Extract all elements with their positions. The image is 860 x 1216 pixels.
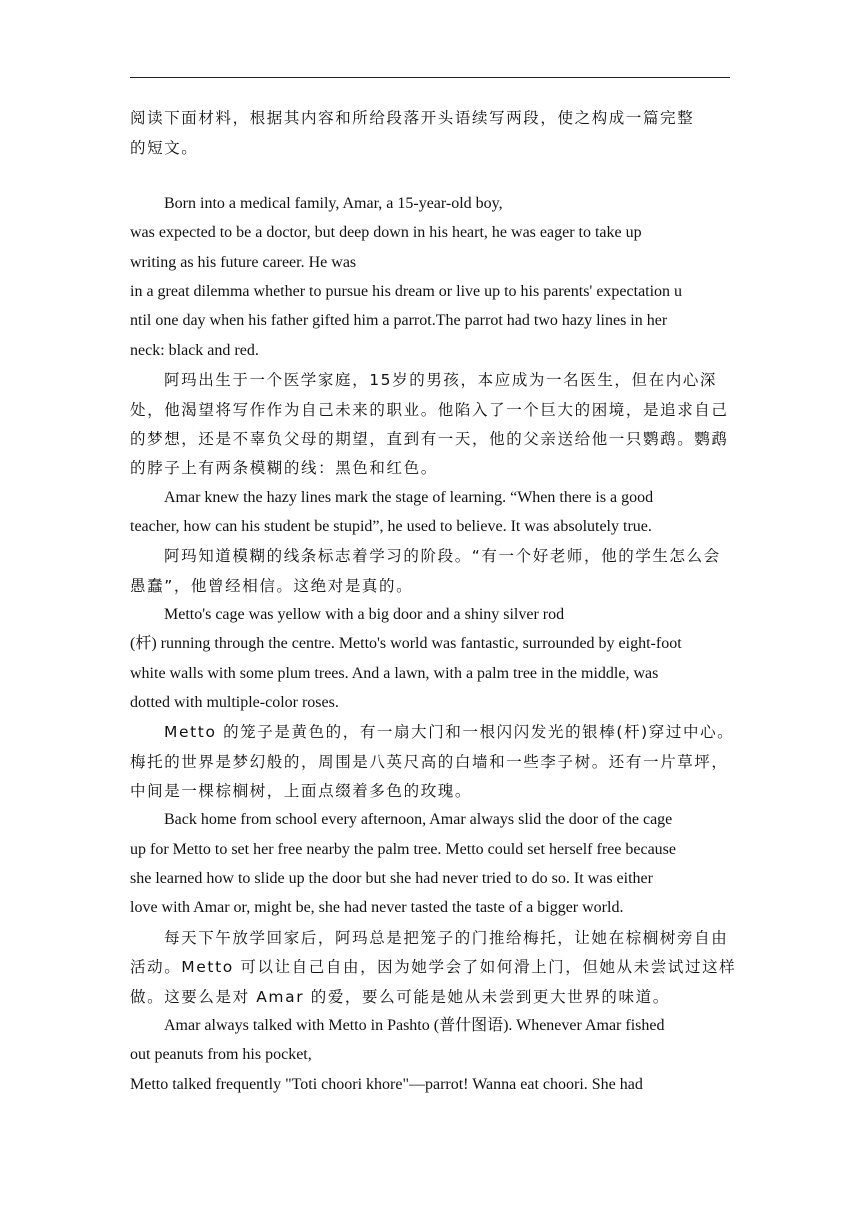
passage-line: 阿玛出生于一个医学家庭，15岁的男孩，本应成为一名医生，但在内心深 (164, 371, 718, 390)
passage-line: 做。这要么是对 Amar 的爱，要么可能是她从未尝到更大世界的味道。 (130, 987, 670, 1006)
passage-line: Born into a medical family, Amar, a 15-year-old boy, (164, 195, 503, 212)
passage-line: white walls with some plum trees. And a lawn, with a palm tree in the middle, was (130, 664, 659, 682)
instruction-line: 阅读下面材料，根据其内容和所给段落开头语续写两段，使之构成一篇完整 (130, 109, 695, 127)
passage-line: 中间是一棵棕榈树，上面点缀着多色的玫瑰。 (130, 782, 473, 800)
passage-line: neck: black and red. (130, 341, 259, 359)
passage-line: Metto 的笼子是黄色的，有一扇大门和一根闪闪发光的银棒(杆)穿过中心。 (164, 723, 735, 742)
passage-line: 处，他渴望将写作作为自己未来的职业。他陷入了一个巨大的困境，是追求自己 (130, 400, 729, 419)
passage-line: 每天下午放学回家后，阿玛总是把笼子的门推给梅托，让她在棕榈树旁自由 (164, 928, 729, 947)
passage-line: love with Amar or, might be, she had never tasted the taste of a bigger world. (130, 899, 624, 917)
passage-line: Back home from school every afternoon, Amar always slid the door of the cage (164, 811, 673, 829)
passage-line: up for Metto to set her free nearby the palm tree. Metto could set herself free because (130, 840, 676, 858)
passage-line: 的脖子上有两条模糊的线：黑色和红色。 (130, 459, 438, 478)
passage-line: teacher, how can his student be stupid”, he used to believe. It was absolutely true. (130, 517, 652, 535)
passage-line: in a great dilemma whether to pursue his dream or live up to his parents' expectation u (130, 283, 683, 301)
passage-line: Amar knew the hazy lines mark the stage of learning. “When there is a good (164, 488, 654, 506)
passage-line: out peanuts from his pocket, (130, 1046, 312, 1064)
passage-line: 的梦想，还是不辜负父母的期望，直到有一天，他的父亲送给他一只鹦鹉。鹦鹉 (130, 429, 729, 448)
passage-line: 梅托的世界是梦幻般的，周围是八英尺高的白墙和一些李子树。还有一片草坪， (130, 752, 729, 771)
passage-line: Metto's cage was yellow with a big door and a shiny silver rod (164, 605, 565, 623)
passage-line: 活动。Metto 可以让自己自由，因为她学会了如何滑上门，但她从未尝试过这样 (130, 958, 737, 977)
instruction-line: 的短文。 (130, 139, 199, 157)
passage-line: 阿玛知道模糊的线条标志着学习的阶段。“有一个好老师，他的学生怎么会 (164, 547, 721, 566)
passage-line: Metto talked frequently "Toti choori khore"—parrot! Wanna eat choori. She had (130, 1075, 643, 1093)
passage-line: writing as his future career. He was (130, 253, 357, 271)
passage-line: was expected to be a doctor, but deep down in his heart, he was eager to take up (130, 224, 642, 242)
header-rule (130, 77, 730, 78)
passage-line: Amar always talked with Metto in Pashto (普什图语). Whenever Amar fished (164, 1016, 665, 1034)
passage-line: 愚蠢”，他曾经相信。这绝对是真的。 (130, 576, 414, 595)
passage-line: (杆) running through the centre. Metto's world was fantastic, surrounded by eight-foot (130, 635, 682, 653)
passage-line: ntil one day when his father gifted him a parrot.The parrot had two hazy lines in her (130, 312, 668, 330)
passage-line: she learned how to slide up the door but she had never tried to do so. It was either (130, 870, 653, 888)
passage-line: dotted with multiple-color roses. (130, 694, 339, 711)
